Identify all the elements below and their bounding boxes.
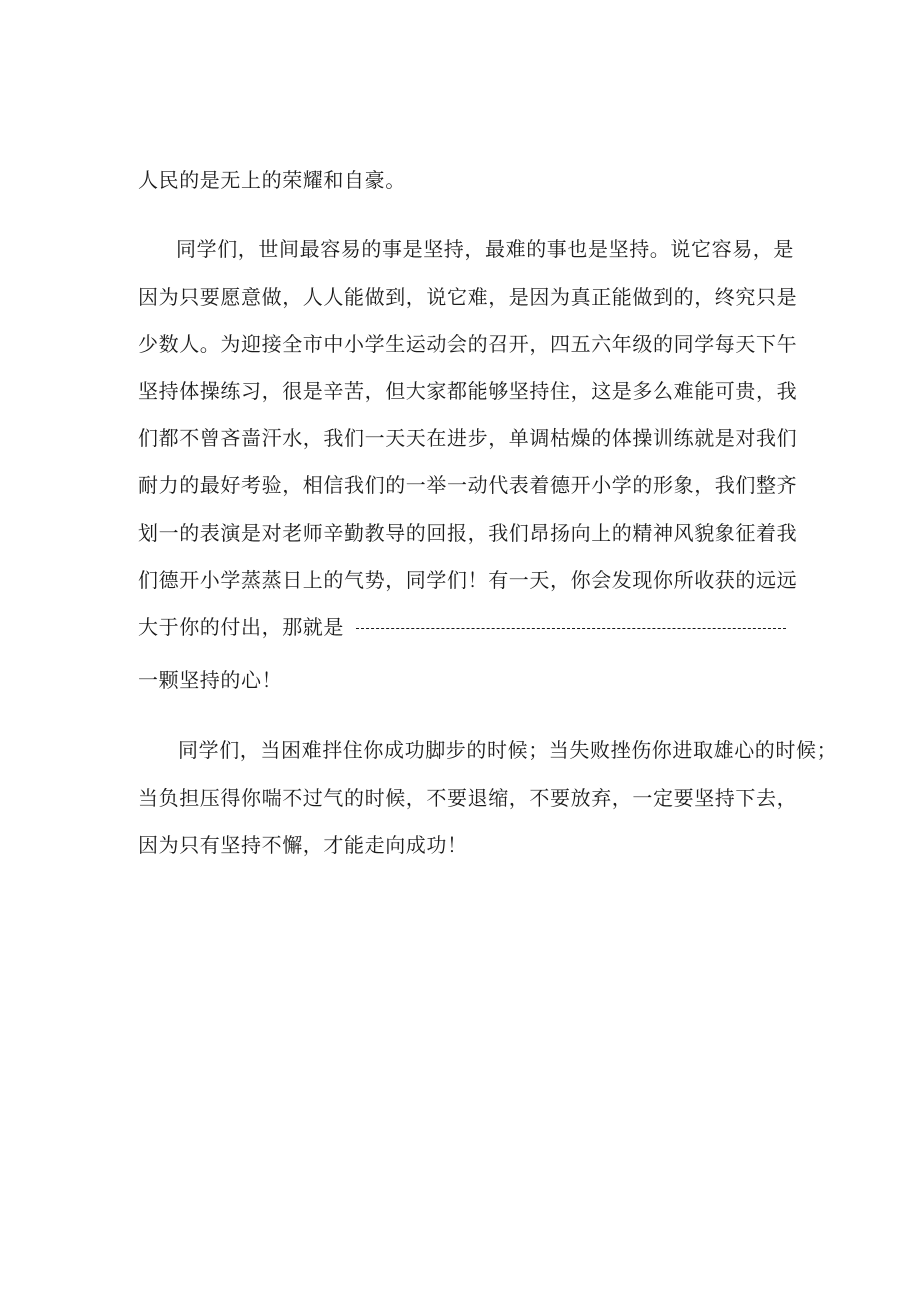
paragraph-3-line-2: 当负担压得你喘不过气的时候，不要退缩，不要放弃，一定要坚持下去， <box>138 786 798 810</box>
paragraph-1-line-1: 人民的是无上的荣耀和自豪。 <box>138 168 406 192</box>
dashed-rule <box>356 628 786 629</box>
paragraph-3-line-3: 因为只有坚持不懈，才能走向成功！ <box>138 833 468 857</box>
paragraph-2-line-3: 少数人。为迎接全市中小学生运动会的召开，四五六年级的同学每天下午 <box>138 332 798 356</box>
paragraph-2-line-6: 耐力的最好考验，相信我们的一举一动代表着德开小学的形象，我们整齐 <box>138 473 798 497</box>
paragraph-3-line-1: 同学们，当困难拌住你成功脚步的时候；当失败挫伤你进取雄心的时候； <box>178 738 838 762</box>
paragraph-2-line-9 <box>138 614 786 640</box>
paragraph-2-line-7: 划一的表演是对老师辛勤教导的回报，我们昂扬向上的精神风貌象征着我 <box>138 521 798 545</box>
paragraph-2-line-1: 同学们，世间最容易的事是坚持，最难的事也是坚持。说它容易，是 <box>176 237 794 261</box>
paragraph-2-line-8: 们德开小学蒸蒸日上的气势，同学们！有一天，你会发现你所收获的远远 <box>138 568 798 592</box>
paragraph-2-line-10: 一颗坚持的心！ <box>138 668 283 692</box>
paragraph-2-line-9-text: 大于你的付出，那就是 <box>138 615 344 639</box>
paragraph-2-line-4: 坚持体操练习，很是辛苦，但大家都能够坚持住，这是多么难能可贵，我 <box>138 379 798 403</box>
paragraph-2-line-5: 们都不曾吝啬汗水，我们一天天在进步，单调枯燥的体操训练就是对我们 <box>138 426 798 450</box>
paragraph-2-line-2: 因为只要愿意做，人人能做到，说它难，是因为真正能做到的，终究只是 <box>138 285 798 309</box>
